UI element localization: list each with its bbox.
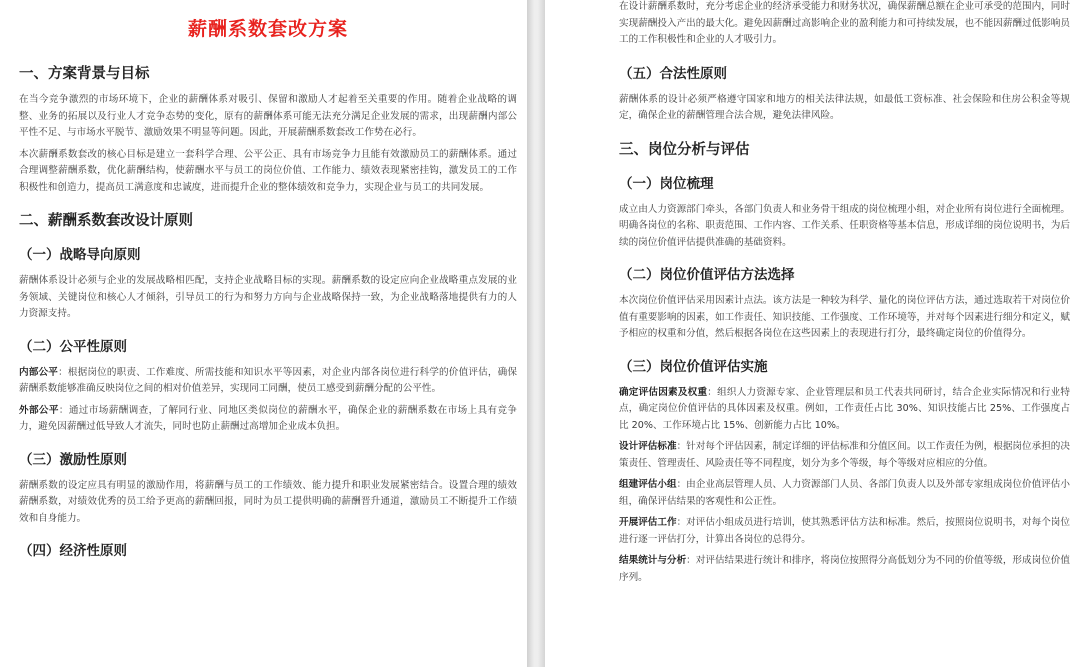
paragraph-external-fairness [19,403,517,436]
text-result-analysis: ：对评估结果进行统计和排序，将岗位按照得分高低划分为不同的价值等级，形成岗位价值序列。 [619,555,1071,583]
paragraph-evaluation-method: 本次岗位价值评估采用因素计点法。该方法是一种较为科学、量化的岗位评估方法，通过选取若干对岗位价值有重要影响的因素，如工作责任、知识技能、工作强度、工作环境等，并对每个因素进行细分和定义，赋予相应的权重和分值，然后根据各岗位在这些因素上的表现进行打分，最终确定岗位的价值得分。 [619,295,1070,339]
text-external-fairness: ：通过市场薪酬调查，了解同行业、同地区类似岗位的薪酬水平，确保企业的薪酬系数在市场上具有竞争力，避免因薪酬过低导致人才流失，同时也防止薪酬过高增加企业成本负担。 [19,404,518,432]
paragraph-background-2: 本次薪酬系数套改的核心目标是建立一套科学合理、公平公正、具有市场竞争力且能有效激励员工的薪酬体系。通过合理调整薪酬系数，优化薪酬结构，使薪酬水平与员工的岗位价值、工作能力、绩效表现紧密挂钩，激发员工的工作积极性和创造力，提高员工满意度和忠诚度，进而提升企业的整体绩效和竞争力，实现企业与员工的共同发展。 [19,148,517,193]
paragraph-strategy: 薪酬体系设计必须与企业的发展战略相匹配，支持企业战略目标的实现。薪酬系数的设定应向企业战略重点发展的业务领域、关键岗位和核心人才倾斜，引导员工的行为和努力方向与企业战略保持一致，为企业战略落地提供有力的人力资源支持。 [19,275,517,319]
label-factors-weights: 确定评估因素及权重 [619,386,708,398]
paragraph-result-analysis [619,553,1070,586]
subheading-fairness: （二）公平性原则 [19,338,127,355]
paragraph-internal-fairness [19,365,517,398]
text-conduct-evaluation: ：对评估小组成员进行培训，使其熟悉评估方法和标准。然后，按照岗位说明书，对每个岗位进行逐一评估打分，计算出各岗位的总得分。 [619,517,1071,545]
label-internal-fairness: 内部公平 [19,366,59,378]
paragraph-evaluation-standards [619,439,1070,472]
paragraph-background-1: 在当今竞争激烈的市场环境下，企业的薪酬体系对吸引、保留和激励人才起着至关重要的作用。随着企业战略的调整、业务的拓展以及行业人才竞争态势的变化，原有的薪酬体系可能无法充分满足企业发展的需求，出现薪酬内部公平性不足、与市场水平脱节、激励效果不明显等问题。因此，开展薪酬系数套改工作势在必行。 [19,94,517,138]
paragraph-incentive: 薪酬系数的设定应具有明显的激励作用，将薪酬与员工的工作绩效、能力提升和职业发展紧密结合。设置合理的绩效薪酬系数，对绩效优秀的员工给予更高的薪酬回报，同时为员工提供明确的薪酬晋升通道，激励员工不断提升工作绩效和自身能力。 [19,479,517,524]
subheading-legality: （五）合法性原则 [619,65,727,82]
text-evaluation-team: ：由企业高层管理人员、人力资源部门人员、各部门负责人以及外部专家组成岗位价值评估小组，确保评估结果的客观性和公正性。 [619,479,1071,507]
document-page-left [0,0,527,667]
paragraph-job-review: 成立由人力资源部门牵头，各部门负责人和业务骨干组成的岗位梳理小组，对企业所有岗位进行全面梳理。明确各岗位的名称、职责范围、工作内容、工作关系、任职资格等基本信息，形成详细的岗位说明书，为后续的岗位价值评估提供准确的基础资料。 [619,203,1070,248]
subheading-evaluation-method: （二）岗位价值评估方法选择 [619,267,795,283]
section-heading-background: 一、方案背景与目标 [19,66,150,82]
label-result-analysis: 结果统计与分析 [619,555,687,566]
subheading-job-review: （一）岗位梳理 [619,175,714,192]
subheading-strategy: （一）战略导向原则 [19,247,141,263]
paragraph-economy-continued: 在设计薪酬系数时，充分考虑企业的经济承受能力和财务状况，确保薪酬总额在企业可承受的范围内，同时实现薪酬投入产出的最大化。避免因薪酬过高影响企业的盈利能力和可持续发展，也不能因薪酬过低影响员工的工作积极性和企业的人才吸引力。 [619,1,1070,45]
paragraph-conduct-evaluation [619,515,1070,548]
text-internal-fairness: ：根据岗位的职责、工作难度、所需技能和知识水平等因素，对企业内部各岗位进行科学的价值评估，确保薪酬系数能够准确反映岗位之间的相对价值差异，实现同工同酬，使员工感受到薪酬分配的公平性。 [19,366,518,394]
text-factors-weights: ：组织人力资源专家、企业管理层和员工代表共同研讨，结合企业实际情况和行业特点，确定岗位价值评估的具体因素及权重。例如，工作责任占比 30%、知识技能占比 25%、工作强度占比 20%、工作环境占比 15%、创新能力占比 10%。 [619,386,1070,431]
label-external-fairness: 外部公平 [19,404,59,416]
paragraph-evaluation-team [619,477,1070,510]
paragraph-legality: 薪酬体系的设计必须严格遵守国家和地方的相关法律法规，如最低工资标准、社会保险和住房公积金等规定，确保企业的薪酬管理合法合规，避免法律风险。 [619,93,1070,121]
subheading-economy: （四）经济性原则 [19,543,127,559]
label-evaluation-team: 组建评估小组 [619,479,677,490]
page-gutter [527,0,545,667]
section-heading-principles: 二、薪酬系数套改设计原则 [19,213,193,229]
paragraph-factors-weights [619,385,1070,435]
document-page-right [545,0,1080,667]
label-evaluation-standards: 设计评估标准 [619,441,677,452]
label-conduct-evaluation: 开展评估工作 [619,517,677,528]
subheading-evaluation-implementation: （三）岗位价值评估实施 [619,358,768,375]
document-title: 薪酬系数套改方案 [187,18,348,40]
subheading-incentive: （三）激励性原则 [19,451,127,468]
section-heading-job-analysis: 三、岗位分析与评估 [619,141,750,158]
text-evaluation-standards: ：针对每个评估因素，制定详细的评估标准和分值区间。以工作责任为例，根据岗位承担的决策责任、管理责任、风险责任等不同程度，划分为多个等级，每个等级对应相应的分值。 [619,441,1071,469]
